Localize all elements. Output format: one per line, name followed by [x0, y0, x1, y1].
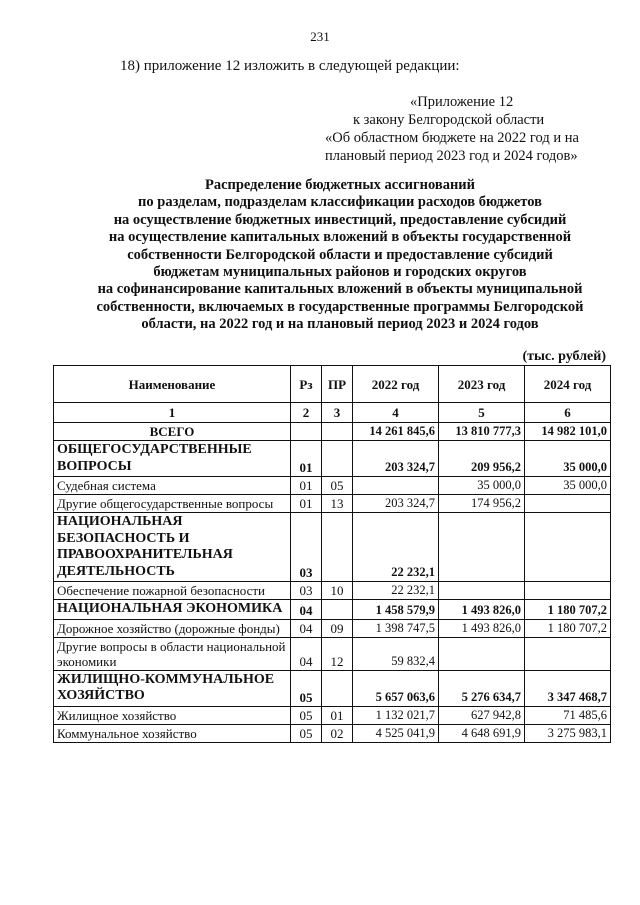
- heading-line: собственности Белгородской области и предоставление субсидий: [127, 246, 553, 263]
- row-2022: 203 324,7: [353, 441, 439, 477]
- row-2022: 4 525 041,9: [353, 724, 439, 742]
- row-2024: 1 180 707,2: [525, 600, 611, 620]
- row-name: Коммунальное хозяйство: [54, 724, 291, 742]
- row-2022: 22 232,1: [353, 513, 439, 582]
- row-pr: 05: [322, 477, 353, 495]
- unit-label: (тыс. рублей): [522, 349, 606, 364]
- row-pr: [322, 600, 353, 620]
- row-2023: 35 000,0: [439, 477, 525, 495]
- row-2022: 1 132 021,7: [353, 706, 439, 724]
- row-2023: 627 942,8: [439, 706, 525, 724]
- row-2023: [439, 582, 525, 600]
- table-row: [54, 619, 611, 637]
- table-row-total: [54, 423, 611, 441]
- header-2024: 2024 год: [525, 366, 611, 403]
- row-2024: 35 000,0: [525, 441, 611, 477]
- row-pr: 09: [322, 619, 353, 637]
- appendix-line: плановый период 2023 год и 2024 годов»: [325, 148, 578, 164]
- column-index: 2: [291, 403, 322, 423]
- table-row: [54, 724, 611, 742]
- row-2023: 4 648 691,9: [439, 724, 525, 742]
- row-2023: 1 493 826,0: [439, 619, 525, 637]
- table-header-row: [54, 366, 611, 403]
- header-pr: ПР: [322, 366, 353, 403]
- row-2024: 35 000,0: [525, 477, 611, 495]
- row-rz: 05: [291, 670, 322, 706]
- document-heading: [50, 177, 630, 334]
- row-2023: 209 956,2: [439, 441, 525, 477]
- appendix-line: к закону Белгородской области: [353, 112, 545, 128]
- column-index-row: [54, 403, 611, 423]
- row-pr: 13: [322, 495, 353, 513]
- row-name: Другие общегосударственные вопросы: [54, 495, 291, 513]
- row-rz: 05: [291, 724, 322, 742]
- row-rz: 01: [291, 495, 322, 513]
- header-2023: 2023 год: [439, 366, 525, 403]
- row-2024: [525, 637, 611, 670]
- header-2022: 2022 год: [353, 366, 439, 403]
- row-name: ВСЕГО: [54, 423, 291, 441]
- column-index: 5: [439, 403, 525, 423]
- row-name: НАЦИОНАЛЬНАЯ БЕЗОПАСНОСТЬ И ПРАВООХРАНИТЕЛЬНАЯ ДЕЯТЕЛЬНОСТЬ: [54, 513, 291, 582]
- row-2024: 3 347 468,7: [525, 670, 611, 706]
- row-2023: 5 276 634,7: [439, 670, 525, 706]
- row-pr: [322, 513, 353, 582]
- row-2022: [353, 477, 439, 495]
- row-2024: 1 180 707,2: [525, 619, 611, 637]
- row-rz: 01: [291, 441, 322, 477]
- table-row: [54, 582, 611, 600]
- table-row: [54, 477, 611, 495]
- row-2024: [525, 513, 611, 582]
- row-2022: 1 398 747,5: [353, 619, 439, 637]
- row-rz: 01: [291, 477, 322, 495]
- appendix-note: [325, 93, 579, 165]
- header-name: Наименование: [54, 366, 291, 403]
- row-2022: 5 657 063,6: [353, 670, 439, 706]
- row-2024: 71 485,6: [525, 706, 611, 724]
- intro-text: 18) приложение 12 изложить в следующей редакции:: [120, 58, 460, 74]
- row-rz: 05: [291, 706, 322, 724]
- table-row-section: [54, 513, 611, 582]
- table-row: [54, 706, 611, 724]
- row-name: ОБЩЕГОСУДАРСТВЕННЫЕ ВОПРОСЫ: [54, 441, 291, 477]
- appendix-line: «Приложение 12: [410, 94, 514, 110]
- heading-line: области, на 2022 год и на плановый период 2023 и 2024 годов: [141, 316, 539, 333]
- row-2023: [439, 637, 525, 670]
- column-index: 3: [322, 403, 353, 423]
- row-pr: [322, 670, 353, 706]
- appendix-line: «Об областном бюджете на 2022 год и на: [325, 130, 579, 146]
- row-pr: [322, 423, 353, 441]
- row-2024: [525, 582, 611, 600]
- row-pr: 01: [322, 706, 353, 724]
- table-row-section: [54, 600, 611, 620]
- table-row-section: [54, 441, 611, 477]
- row-2023: 13 810 777,3: [439, 423, 525, 441]
- heading-line: на софинансирование капитальных вложений в объекты муниципальной: [97, 281, 583, 298]
- row-name: Другие вопросы в области национальной экономики: [54, 637, 291, 670]
- row-name: Жилищное хозяйство: [54, 706, 291, 724]
- row-2024: 14 982 101,0: [525, 423, 611, 441]
- row-name: Судебная система: [54, 477, 291, 495]
- row-rz: 04: [291, 600, 322, 620]
- heading-line: бюджетам муниципальных районов и городских округов: [153, 264, 527, 281]
- heading-line: на осуществление капитальных вложений в объекты государственной: [108, 229, 572, 246]
- heading-line: Распределение бюджетных ассигнований: [204, 177, 476, 193]
- column-index: 4: [353, 403, 439, 423]
- row-rz: [291, 423, 322, 441]
- header-rz: Рз: [291, 366, 322, 403]
- row-name: ЖИЛИЩНО-КОММУНАЛЬНОЕ ХОЗЯЙСТВО: [54, 670, 291, 706]
- column-index: 6: [525, 403, 611, 423]
- row-2022: 1 458 579,9: [353, 600, 439, 620]
- row-rz: 04: [291, 619, 322, 637]
- row-pr: [322, 441, 353, 477]
- row-name: Обеспечение пожарной безопасности: [54, 582, 291, 600]
- row-2022: 59 832,4: [353, 637, 439, 670]
- column-index: 1: [54, 403, 291, 423]
- row-pr: 10: [322, 582, 353, 600]
- row-2024: 3 275 983,1: [525, 724, 611, 742]
- heading-line: собственности, включаемых в государственные программы Белгородской: [96, 298, 584, 315]
- row-name: НАЦИОНАЛЬНАЯ ЭКОНОМИКА: [54, 600, 291, 620]
- table-row: [54, 495, 611, 513]
- budget-table: [53, 365, 611, 743]
- row-rz: 03: [291, 513, 322, 582]
- row-2024: [525, 495, 611, 513]
- row-2022: 203 324,7: [353, 495, 439, 513]
- row-rz: 04: [291, 637, 322, 670]
- row-pr: 02: [322, 724, 353, 742]
- row-name: Дорожное хозяйство (дорожные фонды): [54, 619, 291, 637]
- row-rz: 03: [291, 582, 322, 600]
- heading-line: на осуществление бюджетных инвестиций, предоставление субсидий: [113, 211, 567, 228]
- table-row: [54, 637, 611, 670]
- row-2023: [439, 513, 525, 582]
- row-2023: 1 493 826,0: [439, 600, 525, 620]
- table-row-section: [54, 670, 611, 706]
- row-2022: 22 232,1: [353, 582, 439, 600]
- row-2023: 174 956,2: [439, 495, 525, 513]
- heading-line: по разделам, подразделам классификации расходов бюджетов: [138, 194, 542, 211]
- row-2022: 14 261 845,6: [353, 423, 439, 441]
- row-pr: 12: [322, 637, 353, 670]
- page-number: 231: [310, 29, 330, 44]
